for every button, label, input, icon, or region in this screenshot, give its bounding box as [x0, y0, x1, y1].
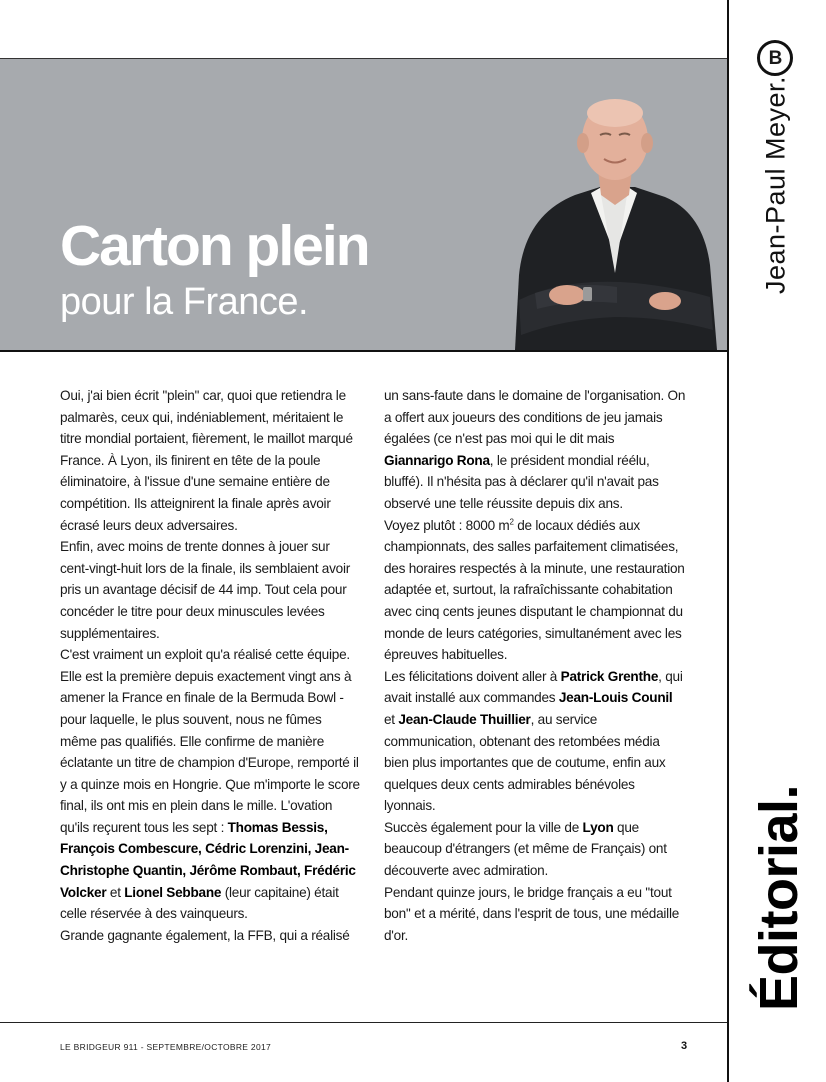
person-name: Jean-Claude Thuillier — [398, 711, 531, 727]
footer-rule — [0, 1022, 727, 1023]
player-name: Thomas Bessis — [227, 819, 325, 835]
person-name: Patrick Grenthe — [560, 668, 659, 684]
header-bottom-rule — [0, 350, 727, 352]
player-name: Jean-Christophe Quantin — [60, 841, 349, 879]
paragraph: un sans-faute dans le domaine de l'organisation. On a offert aux joueurs des conditions de jeu jamais égalées (ce n'est pas moi qui le dit mais Giannarigo Rona, le président mondial réélu, bluffé). Il n'hésita pas à déclarer qu'il n'avait pas observé une telle réussite depuis dix ans. — [384, 388, 686, 511]
section-label: Éditorial. — [749, 784, 809, 1012]
player-name: Lionel Sebbane — [124, 884, 222, 900]
article-column-right — [384, 385, 686, 946]
paragraph: C'est vraiment un exploit qu'a réalisé cette équipe. Elle est la première depuis exactement vingt ans à amener la France en finale de la Bermuda Bowl - pour laquelle, le plus souvent, nous ne fûmes même pas qualifiés. Elle confirme de manière éclatante un titre de champion d'Europe, remporté il y a quinze mois en Hongrie. Que m'importe le score final, ils ont mis en plein dans le mille. L'ovation qu'ils reçurent tous les sept : Thomas Bessis, François Combescure, Cédric Lorenzini, Jean-Christophe Quantin, Jérôme Rombaut, Frédéric Volcker et Lionel Sebbane (leur capitaine) était celle réservée à des vainqueurs. — [60, 647, 360, 922]
person-name: Jean-Louis Counil — [558, 690, 673, 706]
author-portrait — [505, 95, 720, 350]
paragraph: Les félicitations doivent aller à Patrick Grenthe, qui avait installé aux commandes Jean-Louis Counil et Jean-Claude Thuillier, au service communication, obtenant des retombées média bien plus importantes que de coutume, enfin aux quelques deux cents admirables bénévoles lyonnais. — [384, 668, 683, 814]
paragraph: Pendant quinze jours, le bridge français a eu ''tout bon'' et a mérité, dans l'esprit de tous, une médaille d'or. — [384, 884, 680, 943]
author-name: Jean-Paul Meyer. — [760, 75, 791, 295]
player-name: Cédric Lorenzini — [205, 841, 308, 857]
player-name: François Combescure — [60, 841, 199, 857]
city-name: Lyon — [582, 819, 614, 835]
person-name: Giannarigo Rona — [384, 452, 490, 468]
sidebar-rule — [727, 0, 729, 1082]
player-name: Jérôme Rombaut — [189, 863, 297, 879]
paragraph: Enfin, avec moins de trente donnes à jouer sur cent-vingt-huit lors de la finale, ils semblaient avoir pris un avantage décisif de 44 imp. Tout cela pour concéder le titre pour deux minuscules levées supplémentaires. — [60, 539, 350, 641]
footer-issue: LE BRIDGEUR 911 - SEPTEMBRE/OCTOBRE 2017 — [60, 1042, 272, 1052]
paragraph: Voyez plutôt : 8000 $m^2$ de locaux dédiés aux championnats, des salles parfaitement climatisées, des horaires respectés à la minute, une restauration adaptée et, surtout, la rafraîchissante cohabitation avec cinq cents jeunes disputant le championnat du monde de leurs catégories, simultanément avec les épreuves habituelles. — [384, 517, 685, 663]
page-number: 3 — [681, 1040, 688, 1052]
player-name: Frédéric Volcker — [60, 863, 356, 900]
article-title: Carton plein — [60, 214, 369, 278]
paragraph: Grande gagnante également, la FFB, qui a réalisé — [60, 927, 350, 943]
article-subtitle: pour la France. — [60, 281, 309, 323]
article-column-left — [60, 385, 360, 946]
bridgeur-logo: B — [757, 40, 793, 76]
paragraph: Oui, j'ai bien écrit ''plein'' car, quoi que retiendra le palmarès, ceux qui, indéniablement, méritaient le titre mondial portaient, fièrement, le maillot marqué France. À Lyon, ils finirent en tête de la poule éliminatoire, à l'issue d'une semaine entière de compétition. Ils atteignirent la finale après avoir écrasé leurs deux adversaires. — [60, 388, 353, 533]
paragraph: Succès également pour la ville de Lyon que beaucoup d'étrangers (et même de Français) ont découverte avec admiration. — [384, 819, 667, 879]
